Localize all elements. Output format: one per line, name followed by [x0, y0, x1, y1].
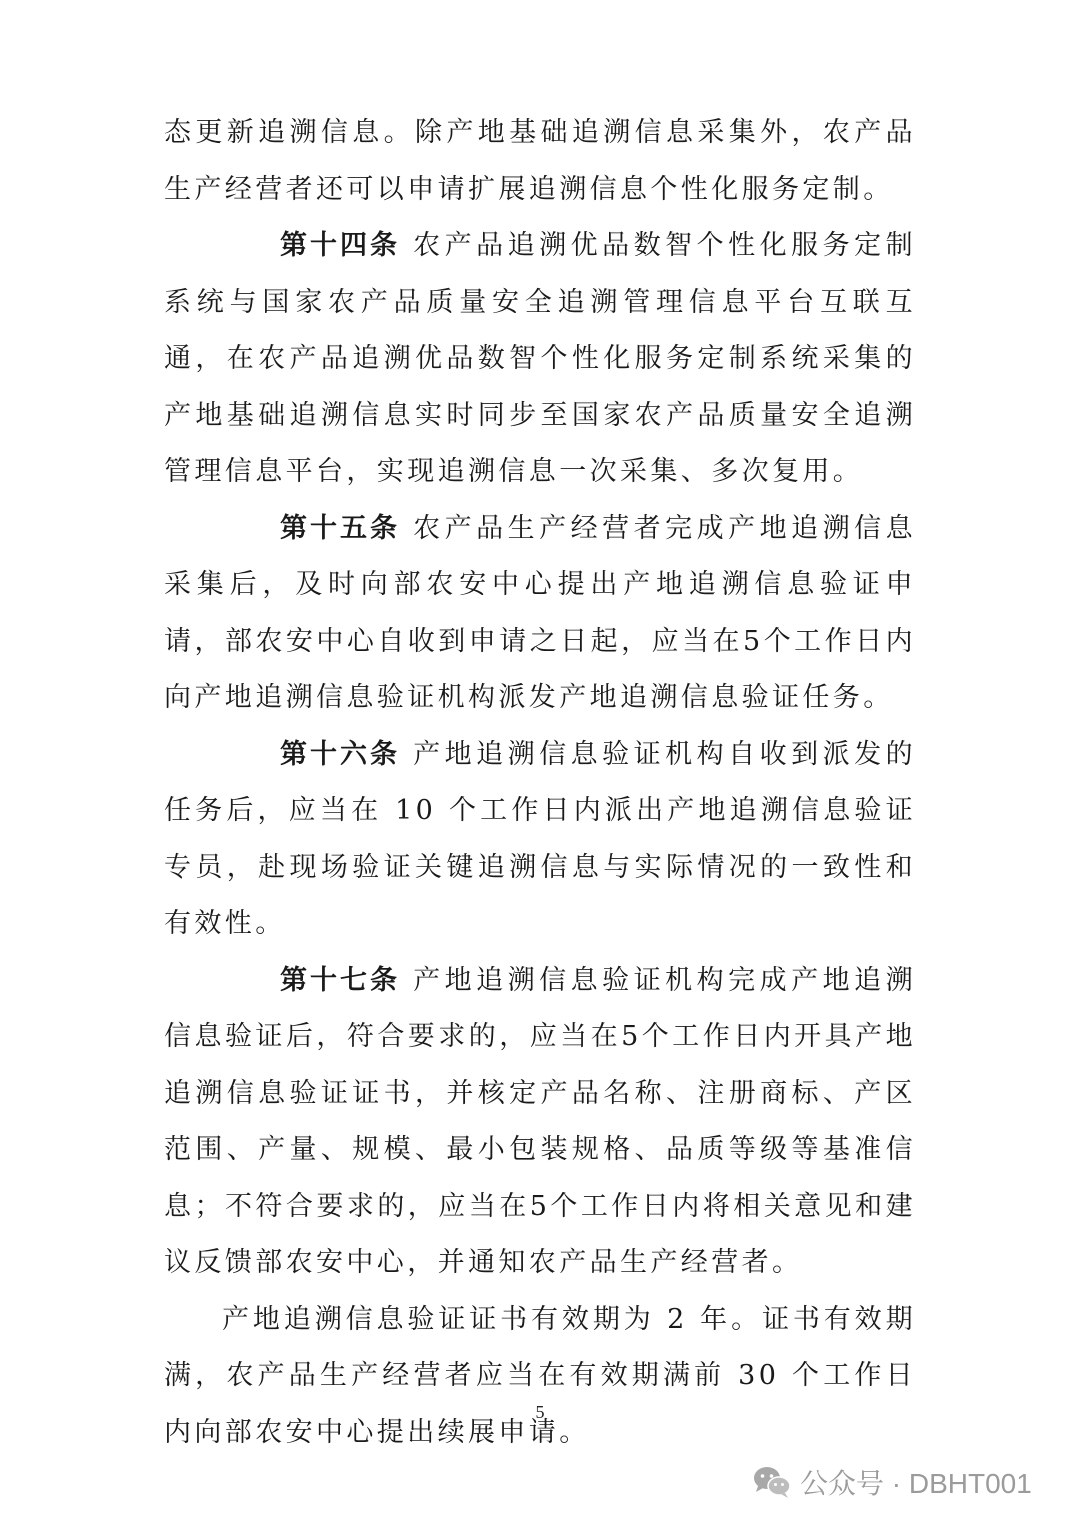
article-heading: 第十五条	[280, 512, 400, 544]
article-heading: 第十七条	[280, 964, 400, 996]
article-16	[164, 727, 916, 953]
watermark	[752, 1462, 1032, 1502]
watermark-text: 公众号 · DBHT001	[800, 1468, 1032, 1499]
paragraph-text: 产地追溯信息验证机构自收到派发的任务后，应当在 10 个工作日内派出产地追溯信息验证专员，赴现场验证关键追溯信息与实际情况的一致性和有效性。	[164, 738, 916, 939]
article-15	[164, 501, 916, 727]
paragraph-text: 农产品生产经营者完成产地追溯信息采集后，及时向部农安中心提出产地追溯信息验证申请，部农安中心自收到申请之日起，应当在5个工作日内向产地追溯信息验证机构派发产地追溯信息验证任务。	[164, 512, 916, 713]
article-heading: 第十六条	[280, 738, 400, 770]
paragraph-validity	[164, 1292, 916, 1462]
paragraph-text: 态更新追溯信息。除产地基础追溯信息采集外，农产品生产经营者还可以申请扩展追溯信息个性化服务定制。	[164, 117, 916, 205]
article-17	[164, 953, 916, 1292]
page-number: 5	[535, 1402, 545, 1422]
article-14	[164, 218, 916, 501]
paragraph-text: 产地追溯信息验证机构完成产地追溯信息验证后，符合要求的，应当在5个工作日内开具产地追溯信息验证证书，并核定产品名称、注册商标、产区范围、产量、规模、最小包装规格、品质等级等基准信息；不符合要求的，应当在5个工作日内将相关意见和建议反馈部农安中心，并通知农产品生产经营者。	[164, 964, 916, 1278]
wechat-icon	[752, 1465, 792, 1499]
article-heading: 第十四条	[280, 230, 400, 261]
paragraph-text: 农产品追溯优品数智个性化服务定制系统与国家农产品质量安全追溯管理信息平台互联互通，在农产品追溯优品数智个性化服务定制系统采集的产地基础追溯信息实时同步至国家农产品质量安全追溯管理信息平台，实现追溯信息一次采集、多次复用。	[164, 230, 916, 487]
document-body	[164, 105, 916, 1461]
paragraph-text: 产地追溯信息验证证书有效期为 2 年。证书有效期满，农产品生产经营者应当在有效期满前 30 个工作日内向部农安中心提出续展申请。	[164, 1303, 916, 1448]
paragraph-continued	[164, 105, 916, 218]
